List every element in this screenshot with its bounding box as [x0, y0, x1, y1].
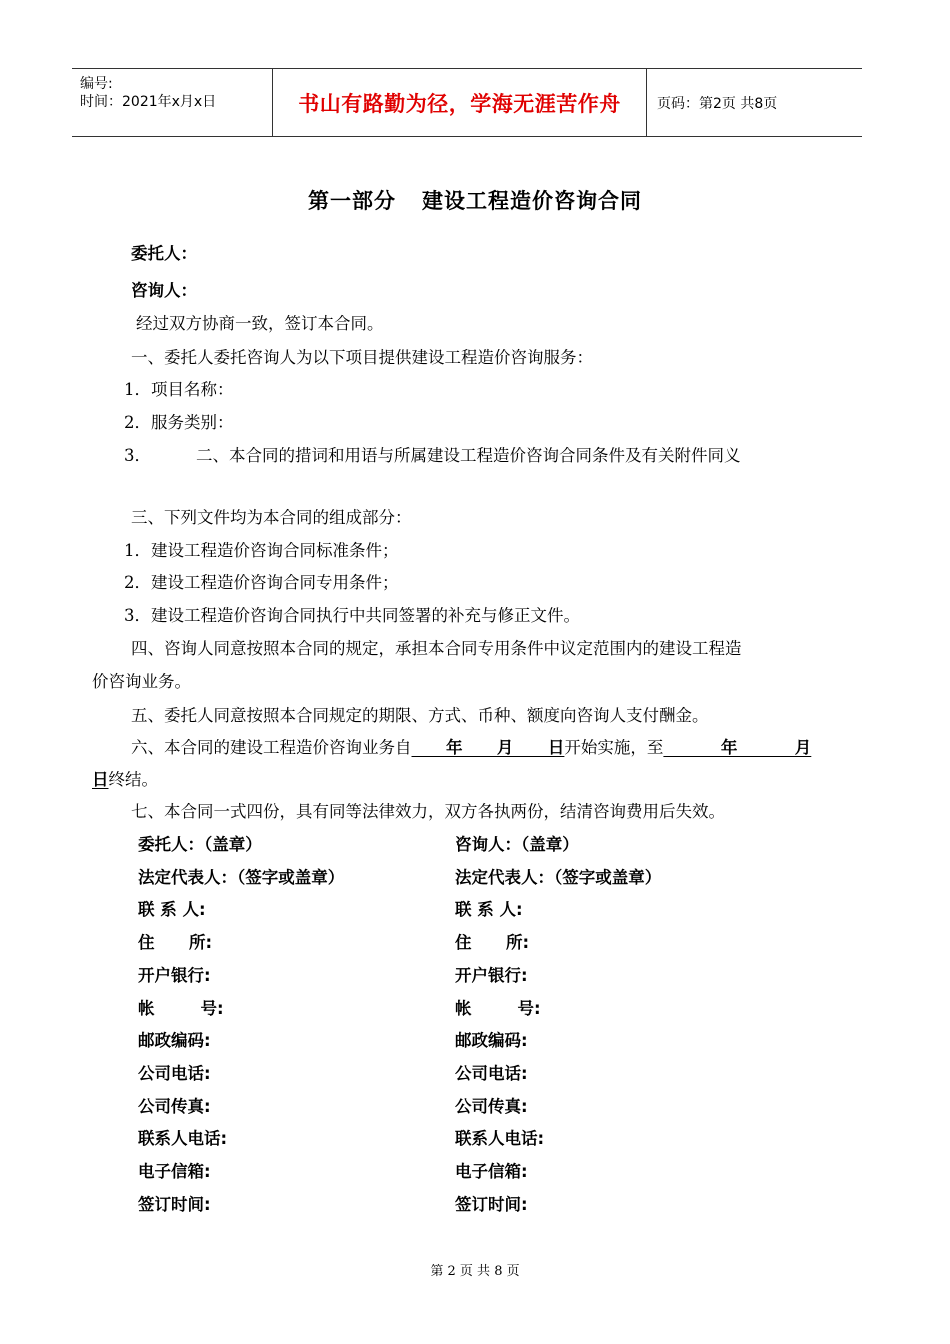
clause-3-doc-1: 1．建设工程造价咨询合同标准条件； [124, 541, 399, 560]
clause-1-item-3: 3． [124, 446, 151, 465]
clause-6-prefix: 六、本合同的建设工程造价咨询业务自 [131, 738, 412, 757]
client-label: 委托人： [131, 244, 197, 263]
page-header [72, 68, 862, 137]
header-page-label: 页码：第2页 共8页 [657, 95, 778, 112]
signature-client-field: 委托人：（盖章） [138, 835, 262, 854]
signature-consultant-field: 邮政编码: [455, 1031, 528, 1051]
clause-2: 二、本合同的措词和用语与所属建设工程造价咨询合同条件及有关附件同义 [196, 446, 741, 465]
signature-consultant-field: 联系人电话: [455, 1129, 545, 1149]
signature-client-field: 公司电话: [138, 1063, 211, 1083]
header-page-cell [647, 69, 862, 136]
signature-client-field: 公司传真: [138, 1096, 211, 1116]
signature-consultant-field: 法定代表人：（签字或盖章） [455, 867, 662, 887]
header-slogan-cell [273, 69, 647, 136]
clause-7: 七、本合同一式四份，具有同等法律效力，双方各执两份，结清咨询费用后失效。 [131, 802, 725, 821]
header-meta [72, 69, 273, 136]
signature-consultant-field: 住 所: [455, 933, 530, 953]
signature-client-field: 签订时间: [138, 1194, 211, 1214]
signature-consultant-field: 咨询人：（盖章） [455, 835, 579, 854]
signature-consultant-field: 电子信箱: [455, 1162, 528, 1181]
signature-consultant-field: 公司电话: [455, 1063, 528, 1083]
signature-client-field: 联 系 人: [138, 900, 206, 920]
signature-consultant-field: 开户银行: [455, 965, 528, 985]
signature-client-field: 法定代表人：（签字或盖章） [138, 867, 345, 887]
title-name: 建设工程造价咨询合同 [422, 189, 642, 213]
document-number-label: 编号: [80, 76, 113, 92]
signature-consultant-field: 公司传真: [455, 1096, 528, 1116]
clause-6-line-2 [92, 766, 158, 790]
title-part: 第一部分 [308, 189, 396, 213]
clause-1-item-2: 2．服务类别： [124, 413, 234, 432]
clause-4-line-1: 四、咨询人同意按照本合同的规定，承担本合同专用条件中议定范围内的建设工程造 [131, 639, 742, 658]
clause-3-doc-2: 2．建设工程造价咨询合同专用条件； [124, 573, 399, 592]
signature-consultant-field: 签订时间: [455, 1194, 528, 1214]
intro-text: 经过双方协商一致，签订本合同。 [136, 314, 384, 333]
clause-6-line-1 [131, 734, 811, 758]
signature-client-field: 帐 号: [138, 998, 224, 1018]
document-time-label: 时间：2021年x月x日 [80, 94, 217, 110]
signature-client-field: 联系人电话: [138, 1129, 228, 1149]
signature-client-field: 开户银行: [138, 965, 211, 985]
clause-3-doc-3: 3．建设工程造价咨询合同执行中共同签署的补充与修正文件。 [124, 606, 580, 625]
start-date-blank: 年 月 日 [411, 738, 565, 757]
clause-1: 一、委托人委托咨询人为以下项目提供建设工程造价咨询服务： [131, 348, 593, 367]
signature-client-field: 邮政编码: [138, 1031, 211, 1051]
signature-consultant-field: 帐 号: [455, 998, 541, 1018]
clause-3: 三、下列文件均为本合同的组成部分： [131, 508, 412, 527]
signature-client-field: 住 所: [138, 933, 213, 953]
page-footer: 第 2 页 共 8 页 [430, 1264, 520, 1279]
end-date-blank: 年 月 [663, 738, 812, 757]
end-date-day: 日 [92, 770, 109, 789]
clause-6-middle: 开始实施，至 [564, 738, 664, 757]
clause-1-item-1: 1．项目名称： [124, 380, 234, 399]
signature-consultant-field: 联 系 人: [455, 900, 523, 920]
header-slogan: 书山有路勤为径，学海无涯苦作舟 [298, 91, 621, 116]
document-title [0, 185, 950, 215]
clause-5: 五、委托人同意按照本合同规定的期限、方式、币种、额度向咨询人支付酬金。 [131, 706, 709, 725]
clause-6-end: 终结。 [108, 770, 158, 789]
signature-client-field: 电子信箱: [138, 1162, 211, 1181]
clause-4-line-2: 价咨询业务。 [92, 672, 191, 691]
consultant-label: 咨询人： [131, 281, 197, 300]
